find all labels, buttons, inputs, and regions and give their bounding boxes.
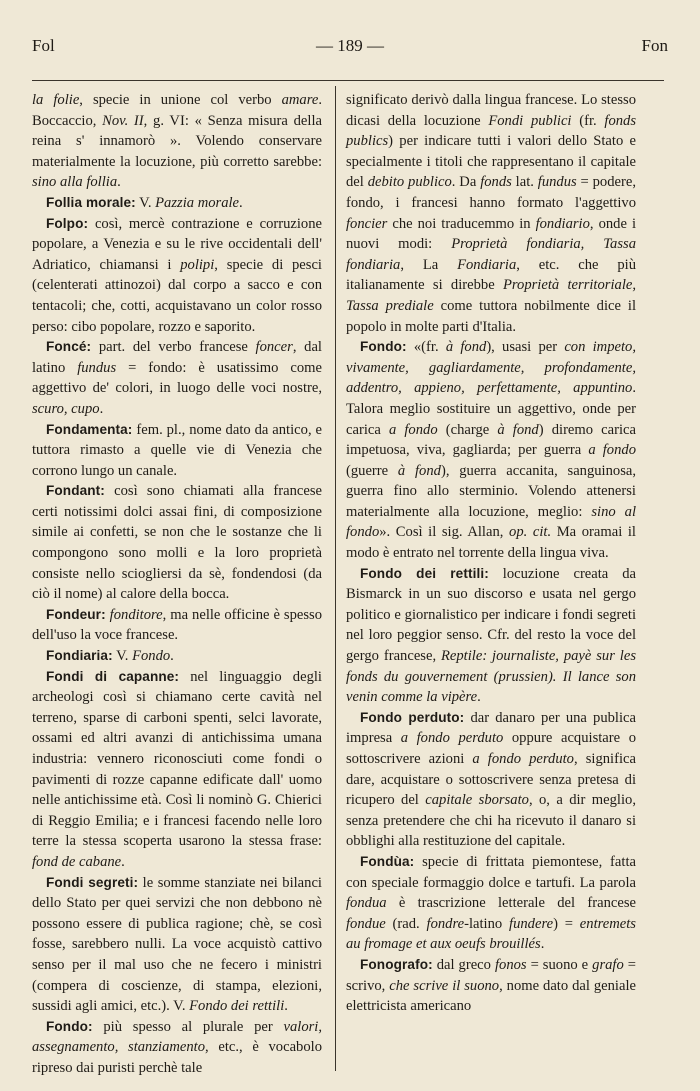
- entry-italic-term: a fondo perduto: [400, 730, 504, 747]
- entry-text: che noi traducemmo in: [387, 215, 536, 232]
- entry-text: così, mercè contrazione e corruzione popolare, a Venezia e su le rive occidentali dell' Adriatico, chiamansi i: [32, 215, 322, 273]
- entry-text: è trascrizione letterale del francese: [386, 895, 636, 912]
- entry-italic-term: la folie: [32, 92, 80, 108]
- entry-headword: Fondant:: [46, 483, 105, 499]
- entry-italic-term: a fondo: [388, 421, 438, 438]
- entry-italic-term: a fondo: [588, 442, 636, 459]
- entry-italic-term: Fondiaria: [457, 256, 517, 273]
- entry-text: (charge: [437, 421, 498, 438]
- dictionary-entry-fondant: [32, 481, 322, 605]
- entry-italic-term: fond de cabane: [32, 853, 122, 870]
- entry-italic-term: à fond: [397, 462, 441, 479]
- entry-text: = scrivo,: [346, 956, 637, 994]
- entry-text: oppure acquistare o sottoscrivere azioni: [346, 730, 636, 767]
- entry-text: ». Così il sig. Allan,: [379, 524, 510, 541]
- entry-text: .: [170, 648, 174, 665]
- left-column: [32, 90, 322, 1079]
- entry-italic-term: Reptile: journaliste, payè sur les fonds du gouvernement (prussien). Il lance son venin comme la vipère: [346, 648, 637, 706]
- dictionary-entry-fondo-perduto: [346, 708, 636, 852]
- entry-text: le somme stanziate nei bilanci dello Stato per quei servizi che non debbono nè possono essere di publica ragione; chè, se così fosse, sarebbero nulli. La voce acquistò cattivo senso per il mal uso che ne fecero i ministri (compera di coscienze, di stampa, elezioni, sussidi agli amici, etc.). V.: [32, 874, 322, 1015]
- entry-italic-term: à fond: [445, 339, 487, 356]
- header-rule: [32, 80, 664, 81]
- dictionary-entry-follia-morale: [32, 193, 322, 214]
- entry-text: ), guerra accanita, sanguinosa, guerra fino allo sterminio. Volendo attenersi materialmente alla locuzione, meglio:: [346, 462, 637, 520]
- entry-text: . Boccaccio,: [32, 92, 322, 129]
- entry-headword: Fondiaria:: [46, 648, 113, 664]
- entry-text: ) =: [553, 915, 580, 932]
- entry-italic-term: fonds: [480, 174, 512, 191]
- dictionary-entry-fondi-di-capanne: [32, 667, 322, 873]
- dictionary-entry-folpo: [32, 214, 322, 338]
- entry-italic-term: amare: [281, 92, 319, 108]
- entry-italic-term: fundus: [77, 359, 117, 376]
- dictionary-entry-fondamenta: [32, 420, 322, 482]
- entry-text: , g. VI: « Senza misura della reina s' innamorò ». Volendo conservare materialmente la locuzione, più corretto sarebbe:: [32, 112, 322, 170]
- dictionary-entry-fondiaria: [32, 646, 322, 667]
- entry-headword: Fonografo:: [360, 956, 433, 972]
- entry-text: significato derivò dalla lingua francese. Lo stesso dicasi della locuzione: [346, 92, 636, 129]
- entry-headword: Fondo perduto:: [360, 709, 465, 725]
- dictionary-entry-fondeur: [32, 605, 322, 646]
- dictionary-entry-fonografo: [346, 955, 636, 1017]
- page-number: — 189 —: [316, 36, 384, 55]
- entry-text: part. del verbo francese: [91, 339, 256, 356]
- entry-headword: Fondamenta:: [46, 421, 133, 437]
- entry-italic-term: fondre: [426, 915, 465, 932]
- entry-text: «(fr.: [406, 339, 446, 356]
- entry-text: , dal latino: [32, 339, 322, 376]
- dictionary-entry-fondo2: [346, 337, 636, 564]
- entry-headword: Fondo:: [360, 339, 407, 355]
- entry-italic-term: fonos: [494, 956, 527, 973]
- entry-italic-term: fondua: [346, 895, 387, 912]
- entry-italic-term: Proprietà territoriale, Tassa prediale: [346, 277, 636, 314]
- entry-italic-term: Nov. II: [102, 112, 144, 129]
- entry-text: , o, a dir meglio, senza pretendere che chi ha ricevuto il danaro si obblighi alla restituzione del capitale.: [346, 792, 636, 850]
- entry-text: V.: [135, 194, 156, 211]
- entry-italic-term: fondue: [346, 915, 386, 932]
- dictionary-entry-folie-cont: [32, 90, 322, 193]
- right-column: [346, 90, 636, 1017]
- entry-text: = podere, fondo, i francesi hanno formato l'aggettivo: [346, 174, 636, 211]
- entry-italic-term: a fondo perduto: [472, 751, 574, 767]
- entry-text: = suono e: [526, 956, 593, 973]
- entry-text: , nome dato dal geniale elettricista americano: [346, 977, 636, 1015]
- column-divider: [335, 86, 336, 1071]
- entry-italic-term: che scrive il suono: [389, 977, 500, 994]
- entry-text: dal greco: [432, 956, 495, 973]
- entry-italic-term: Fondi publici: [488, 112, 572, 129]
- dictionary-entry-fondi-segreti: [32, 873, 322, 1017]
- entry-italic-term: debito publico: [367, 174, 452, 191]
- entry-headword: Foncé:: [46, 339, 92, 355]
- entry-italic-term: op. cit.: [509, 524, 552, 541]
- dictionary-entry-fondua: [346, 852, 636, 955]
- entry-italic-term: fundus: [537, 174, 577, 191]
- entry-italic-term: grafo: [592, 956, 624, 973]
- entry-italic-term: fonds publics: [346, 112, 637, 150]
- entry-text: , specie di pesci (celenterati attinozoi) dal corpo a sacco e con tentacoli; che, cotti, acquistavano un color rosso perso: cibo popolare, rozzo e saporito.: [32, 256, 322, 335]
- entry-italic-term: Pazzia morale: [155, 194, 240, 211]
- entry-text: .: [99, 400, 104, 417]
- entry-text: .: [239, 194, 243, 211]
- entry-italic-term: sino al fondo: [346, 503, 637, 541]
- dictionary-entry-fonce: [32, 337, 322, 419]
- entry-italic-term: fondiario: [535, 215, 590, 232]
- entry-italic-term: valori, assegnamento, stanziamento: [32, 1018, 322, 1056]
- entry-italic-term: con impeto, vivamente, gagliardamente, profondamente, addentro, appieno, perfettamente, appuntino: [346, 339, 636, 397]
- entry-text: come tuttora nobilmente dice il popolo in molte parti d'Italia.: [346, 297, 636, 335]
- entry-text: = fondo: è usatissimo come aggettivo de' colori, in luogo delle voci nostre,: [32, 359, 322, 397]
- entry-text: ) per indicare tutti i valori dello Stato e specialmente i titoli che rappresentano il capitale del: [346, 133, 636, 191]
- entry-italic-term: à fond: [497, 421, 539, 438]
- entry-text: , etc. che più italianamente si direbbe: [346, 256, 636, 294]
- entry-text: dar danaro per una publica impresa: [346, 709, 636, 747]
- entry-headword: Follia morale:: [46, 194, 136, 210]
- entry-text: lat.: [511, 174, 538, 191]
- entry-headword: Folpo:: [46, 215, 89, 231]
- entry-text: -latino: [464, 915, 510, 932]
- entry-italic-term: foncier: [346, 215, 388, 232]
- entry-text: .: [121, 853, 125, 870]
- entry-text: , specie in unione col verbo: [79, 92, 282, 108]
- running-header: [32, 36, 668, 64]
- entry-text: , ma nelle officine è spesso dell'uso la voce francese.: [32, 606, 322, 644]
- entry-text: locuzione creata da Bismarck in un suo discorso e usata nel gergo politico e giornalistico per indicare i fondi segreti nel loro peggior senso. Cfr. del resto la voce del gergo francese,: [346, 565, 636, 665]
- entry-text: (fr.: [571, 112, 605, 129]
- entry-text: . Da: [451, 174, 481, 191]
- entry-text: (guerre: [346, 462, 398, 479]
- entry-headword: Fondi segreti:: [46, 874, 139, 890]
- entry-text: , etc., è vocabolo ripreso dai puristi perchè tale: [32, 1039, 323, 1076]
- entry-text: ), usasi per: [486, 339, 565, 356]
- entry-text: fem. pl., nome dato da antico, e tuttora rimasto a quelle vie di Venezia che corrono lungo un canale.: [32, 421, 322, 479]
- entry-text: .: [540, 936, 545, 953]
- entry-italic-term: sino alla follia: [32, 174, 118, 191]
- entry-headword: Fondo:: [46, 1018, 93, 1034]
- dictionary-entry-fondo: [32, 1017, 322, 1079]
- entry-italic-term: capitale sborsato: [425, 792, 529, 809]
- entry-headword: Fondùa:: [360, 853, 415, 869]
- entry-text: V.: [112, 648, 133, 665]
- entry-headword: Fondo dei rettili:: [360, 565, 489, 581]
- entry-text: , significa dare, acquistare o sottoscrivere senza pretesa di ricupero del: [346, 751, 636, 809]
- entry-text: nel linguaggio degli archeologi così si chiamano certe cavità nel terreno, sparse di carboni spenti, selci lavorate, ossami ed altri avanzi di antichissima umana industria: vennero riconosciuti come fondi o pavimenti di rozze capanne edificate dall' uomo nelle antichissime età. Così li nominò G. Chierici di Reggio Emilia; e i francesi facendo nelle loro terre la stessa scoperta usarono la stessa frase:: [32, 668, 322, 850]
- entry-text: Ma oramai il modo è entrato nel torrente della lingua viva.: [346, 524, 636, 562]
- entry-text: .: [117, 174, 121, 191]
- entry-italic-term: foncer: [255, 339, 293, 356]
- dictionary-entry-fondo-dei-rettili: [346, 564, 636, 708]
- entry-text: .: [284, 998, 288, 1015]
- entry-italic-term: fonditore: [109, 606, 163, 623]
- entry-headword: Fondi di capanne:: [46, 668, 180, 684]
- entry-italic-term: Proprietà fondiaria, Tassa fondiaria: [346, 236, 636, 273]
- entry-text: così sono chiamati alla francese certi notissimi dolci assai fini, di composizione simile ai confetti, se non che le sostanze che li compongono sono molli e la loro proprietà consiste nello sciogliersi da sè, fondendosi (da ciò il nome) al calore della bocca.: [32, 483, 322, 603]
- entry-italic-term: fundere: [509, 915, 554, 932]
- entry-text: , La: [400, 256, 458, 273]
- entry-text: specie di frittata piemontese, fatta con speciale formaggio dolce e tartufi. La parola: [346, 853, 636, 891]
- entry-italic-term: Fondo dei rettili: [189, 998, 285, 1015]
- entry-italic-term: polipi: [180, 256, 215, 273]
- entry-text: (rad.: [385, 915, 427, 932]
- entry-text: , onde i nuovi modi:: [346, 215, 636, 253]
- entry-text: .: [477, 689, 481, 706]
- entry-text: più spesso al plurale per: [92, 1018, 284, 1035]
- entry-italic-term: entremets au fromage et aux oeufs brouillés: [346, 915, 636, 953]
- entry-text: . Talora meglio sostituire un aggettivo, onde per carica: [346, 380, 636, 438]
- entry-italic-term: scuro, cupo: [32, 400, 100, 417]
- header-right-guideword: Fon: [641, 36, 668, 55]
- entry-italic-term: Fondo: [132, 648, 171, 665]
- entry-headword: Fondeur:: [46, 606, 106, 622]
- header-left-guideword: Fol: [32, 36, 55, 55]
- dictionary-entry-fondo-cont: [346, 90, 636, 337]
- entry-text: ) diremo carica impetuosa, viva, gagliarda; per guerra: [346, 421, 637, 459]
